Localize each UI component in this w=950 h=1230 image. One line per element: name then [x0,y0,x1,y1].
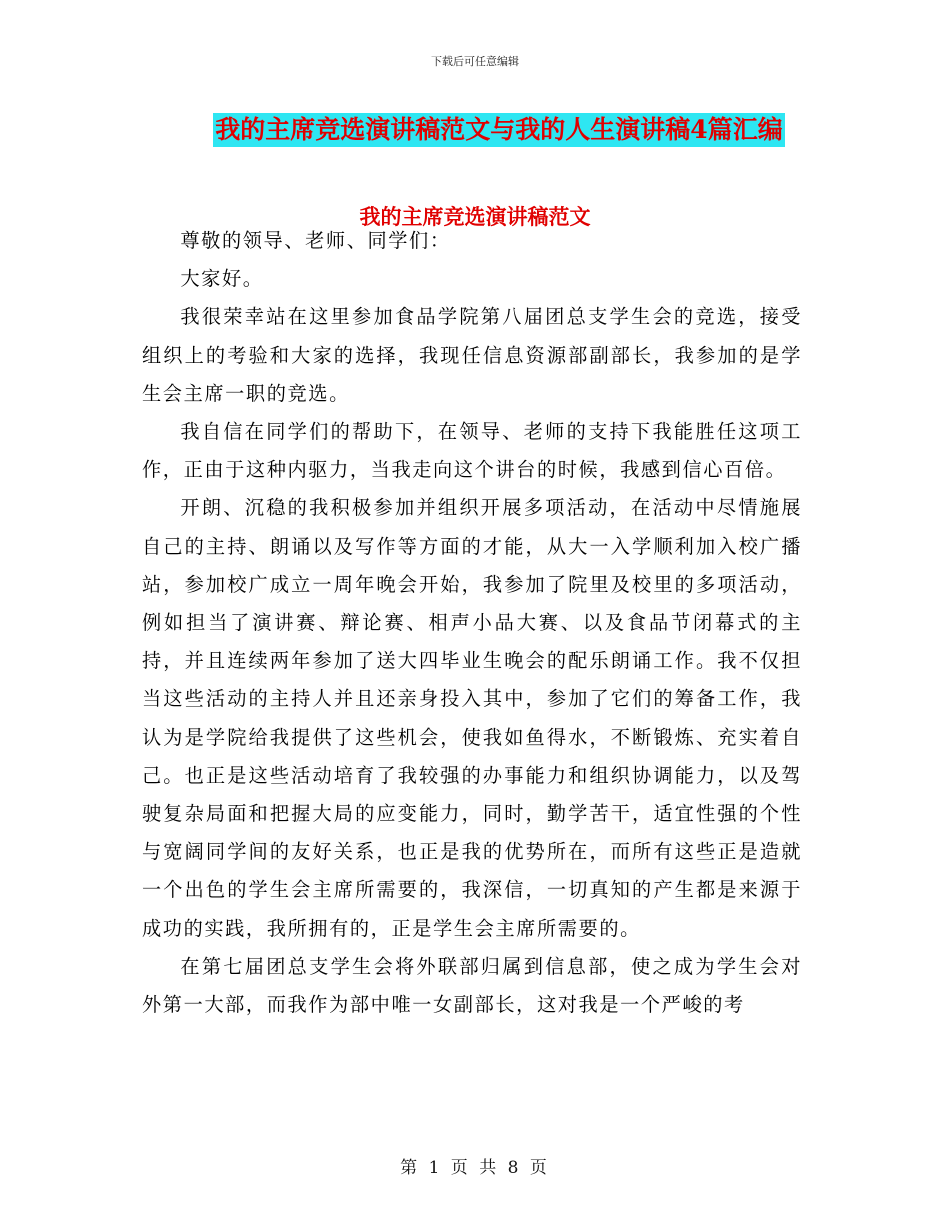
paragraph-greeting: 大家好。 [180,267,264,291]
paragraph-salutation: 尊敬的领导、老师、同学们： [180,229,451,252]
document-title-text: 我的主席竞选演讲稿范文与我的人生演讲稿4篇汇编 [213,113,784,147]
body-text [142,222,802,1024]
paragraph: 在第七届团总支学生会将外联部归属到信息部，使之成为学生会对外第一大部，而我作为部中唯一女副部长，这对我是一个严峻的考 [142,954,802,1017]
paragraph: 我自信在同学们的帮助下，在领导、老师的支持下我能胜任这项工作，正由于这种内驱力，当我走向这个讲台的时候，我感到信心百倍。 [142,420,802,482]
page-header: 下载后可任意编辑 [431,55,519,68]
document-title [0,113,950,147]
paragraph: 我很荣幸站在这里参加食品学院第八届团总支学生会的竞选，接受组织上的考验和大家的选择，我现任信息资源部副部长，我参加的是学生会主席一职的竞选。 [142,305,802,405]
page-footer: 第 1 页 共 8 页 [400,1158,550,1178]
paragraph: 开朗、沉稳的我积极参加并组织开展多项活动，在活动中尽情施展自己的主持、朗诵以及写作等方面的才能，从大一入学顺利加入校广播站，参加校广成立一周年晚会开始，我参加了院里及校里的多项活动，例如担当了演讲赛、辩论赛、相声小品大赛、以及食品节闭幕式的主持，并且连续两年参加了送大四毕业生晚会的配乐朗诵工作。我不仅担当这些活动的主持人并且还亲身投入其中，参加了它们的筹备工作，我认为是学院给我提供了这些机会，使我如鱼得水，不断锻炼、充实着自己。也正是这些活动培育了我较强的办事能力和组织协调能力，以及驾驶复杂局面和把握大局的应变能力，同时，勤学苦干，适宜性强的个性与宽阔同学间的友好关系，也正是我的优势所在，而所有这些正是造就一个出色的学生会主席所需要的，我深信，一切真知的产生都是来源于成功的实践，我所拥有的，正是学生会主席所需要的。 [142,496,802,940]
section-title: 我的主席竞选演讲稿范文 [359,204,591,229]
